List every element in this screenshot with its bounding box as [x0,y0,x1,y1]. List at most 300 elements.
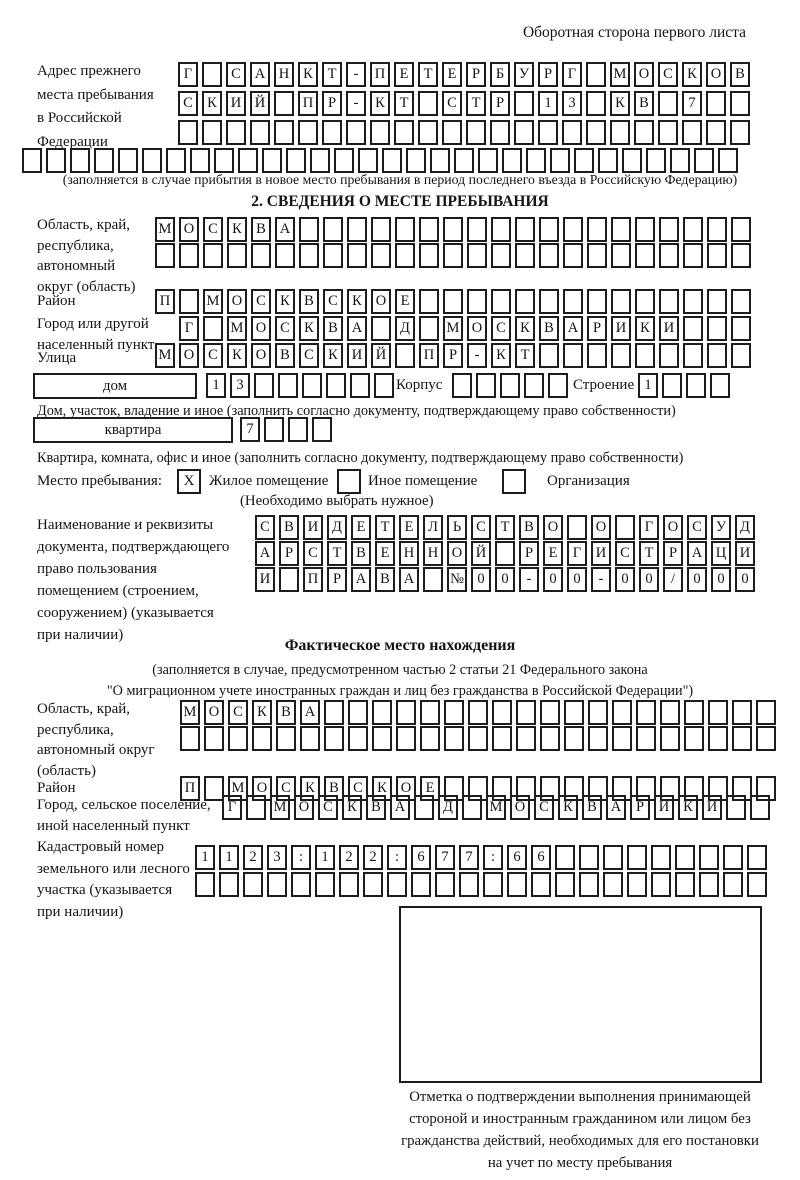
char-cell[interactable] [226,120,246,145]
char-cell[interactable] [686,373,706,398]
char-cell[interactable] [635,243,655,268]
char-cell[interactable] [675,845,695,870]
char-cell[interactable] [706,91,726,116]
char-cell[interactable] [731,343,751,368]
char-cell[interactable] [694,148,714,173]
char-cell[interactable]: М [270,795,290,820]
char-cell[interactable]: К [298,62,318,87]
char-cell[interactable]: К [610,91,630,116]
char-cell[interactable]: - [591,567,611,592]
char-cell[interactable]: Т [639,541,659,566]
char-cell[interactable] [723,872,743,897]
char-cell[interactable] [323,217,343,242]
char-cell[interactable]: Н [274,62,294,87]
char-cell[interactable]: О [252,776,272,801]
char-cell[interactable] [452,373,472,398]
char-cell[interactable] [372,726,392,751]
char-cell[interactable]: С [491,316,511,341]
char-cell[interactable] [310,148,330,173]
char-cell[interactable]: - [467,343,487,368]
char-cell[interactable] [563,243,583,268]
char-cell[interactable] [202,120,222,145]
char-cell[interactable] [707,243,727,268]
char-cell[interactable]: О [510,795,530,820]
char-cell[interactable] [219,872,239,897]
char-cell[interactable] [326,373,346,398]
char-cell[interactable]: 6 [507,845,527,870]
char-cell[interactable]: К [682,62,702,87]
char-cell[interactable] [718,148,738,173]
char-cell[interactable] [238,148,258,173]
char-cell[interactable]: О [706,62,726,87]
district-row[interactable] [155,289,751,314]
char-cell[interactable]: С [255,515,275,540]
char-cell[interactable] [524,373,544,398]
char-cell[interactable]: С [203,343,223,368]
char-cell[interactable] [540,726,560,751]
char-cell[interactable] [562,120,582,145]
char-cell[interactable]: Д [735,515,755,540]
char-cell[interactable] [636,700,656,725]
char-cell[interactable] [418,120,438,145]
char-cell[interactable] [443,289,463,314]
char-cell[interactable]: - [346,62,366,87]
char-cell[interactable]: : [483,845,503,870]
char-cell[interactable] [756,700,776,725]
char-cell[interactable]: Д [438,795,458,820]
char-cell[interactable]: О [179,343,199,368]
char-cell[interactable] [179,289,199,314]
char-cell[interactable] [346,120,366,145]
char-cell[interactable]: Е [394,62,414,87]
char-cell[interactable]: Т [322,62,342,87]
char-cell[interactable]: А [351,567,371,592]
char-cell[interactable]: С [687,515,707,540]
char-cell[interactable] [730,91,750,116]
char-cell[interactable] [747,872,767,897]
char-cell[interactable]: В [582,795,602,820]
char-cell[interactable] [334,148,354,173]
char-cell[interactable] [635,217,655,242]
char-cell[interactable] [539,289,559,314]
char-cell[interactable]: А [390,795,410,820]
char-cell[interactable]: 2 [339,845,359,870]
char-cell[interactable] [382,148,402,173]
char-cell[interactable] [228,726,248,751]
stay-type-residential-checkbox[interactable]: X [177,469,201,494]
char-cell[interactable]: Р [519,541,539,566]
char-cell[interactable]: П [180,776,200,801]
char-cell[interactable] [419,289,439,314]
char-cell[interactable] [300,726,320,751]
char-cell[interactable] [684,726,704,751]
char-cell[interactable] [684,700,704,725]
char-cell[interactable]: В [634,91,654,116]
char-cell[interactable]: С [348,776,368,801]
char-cell[interactable] [190,148,210,173]
char-cell[interactable] [492,726,512,751]
char-cell[interactable] [483,872,503,897]
char-cell[interactable] [372,700,392,725]
char-cell[interactable]: О [371,289,391,314]
char-cell[interactable]: К [323,343,343,368]
char-cell[interactable]: К [252,700,272,725]
char-cell[interactable]: В [730,62,750,87]
char-cell[interactable] [423,567,443,592]
char-cell[interactable] [491,243,511,268]
region-row-1[interactable] [155,217,751,242]
char-cell[interactable]: 1 [538,91,558,116]
char-cell[interactable] [414,795,434,820]
char-cell[interactable] [564,700,584,725]
char-cell[interactable]: / [663,567,683,592]
char-cell[interactable] [214,148,234,173]
char-cell[interactable] [515,243,535,268]
char-cell[interactable] [286,148,306,173]
char-cell[interactable] [339,872,359,897]
char-cell[interactable]: А [606,795,626,820]
char-cell[interactable] [299,243,319,268]
char-cell[interactable]: Р [630,795,650,820]
char-cell[interactable] [322,120,342,145]
char-cell[interactable] [636,726,656,751]
char-cell[interactable] [454,148,474,173]
char-cell[interactable]: И [226,91,246,116]
char-cell[interactable] [682,120,702,145]
char-cell[interactable]: У [514,62,534,87]
char-cell[interactable] [588,700,608,725]
char-cell[interactable]: И [702,795,722,820]
char-cell[interactable]: К [342,795,362,820]
char-cell[interactable] [567,515,587,540]
char-cell[interactable] [278,373,298,398]
char-cell[interactable] [555,845,575,870]
char-cell[interactable]: Л [423,515,443,540]
char-cell[interactable]: 0 [615,567,635,592]
char-cell[interactable] [46,148,66,173]
char-cell[interactable] [250,120,270,145]
char-cell[interactable]: В [519,515,539,540]
fact-city-row[interactable] [222,795,770,820]
char-cell[interactable]: О [447,541,467,566]
char-cell[interactable] [699,872,719,897]
char-cell[interactable] [411,872,431,897]
char-cell[interactable] [467,217,487,242]
char-cell[interactable]: 1 [195,845,215,870]
doc-title-row-2[interactable] [255,541,755,566]
char-cell[interactable] [526,148,546,173]
char-cell[interactable] [516,700,536,725]
char-cell[interactable]: 0 [687,567,707,592]
char-cell[interactable]: 1 [206,373,226,398]
char-cell[interactable] [707,217,727,242]
char-cell[interactable]: Р [490,91,510,116]
char-cell[interactable]: О [204,700,224,725]
char-cell[interactable] [312,417,332,442]
doc-title-row-3[interactable] [255,567,755,592]
char-cell[interactable]: А [250,62,270,87]
char-cell[interactable]: И [303,515,323,540]
char-cell[interactable]: 0 [543,567,563,592]
char-cell[interactable] [683,217,703,242]
char-cell[interactable]: А [255,541,275,566]
char-cell[interactable] [276,726,296,751]
char-cell[interactable] [396,726,416,751]
char-cell[interactable] [730,120,750,145]
char-cell[interactable]: И [591,541,611,566]
char-cell[interactable]: Г [222,795,242,820]
char-cell[interactable]: Р [538,62,558,87]
char-cell[interactable]: С [251,289,271,314]
char-cell[interactable] [291,872,311,897]
char-cell[interactable]: Ь [447,515,467,540]
char-cell[interactable] [586,120,606,145]
char-cell[interactable] [395,217,415,242]
char-cell[interactable]: Т [515,343,535,368]
char-cell[interactable] [515,217,535,242]
char-cell[interactable] [179,243,199,268]
char-cell[interactable] [627,845,647,870]
prev-address-row-1[interactable] [178,62,750,87]
char-cell[interactable]: В [351,541,371,566]
char-cell[interactable] [563,289,583,314]
char-cell[interactable] [347,217,367,242]
char-cell[interactable] [492,700,512,725]
char-cell[interactable] [732,726,752,751]
prev-address-row-2[interactable] [178,91,750,116]
cadastre-row-1[interactable] [195,845,767,870]
char-cell[interactable] [227,243,247,268]
char-cell[interactable]: С [299,343,319,368]
char-cell[interactable]: Й [371,343,391,368]
char-cell[interactable]: Й [250,91,270,116]
stay-type-organization-checkbox[interactable] [502,469,526,494]
char-cell[interactable]: А [300,700,320,725]
stroenie-row[interactable] [638,373,730,398]
char-cell[interactable] [324,726,344,751]
char-cell[interactable] [195,872,215,897]
char-cell[interactable] [374,373,394,398]
char-cell[interactable]: А [687,541,707,566]
char-cell[interactable] [531,872,551,897]
stay-type-other-premises-checkbox[interactable] [337,469,361,494]
char-cell[interactable] [243,872,263,897]
char-cell[interactable]: Е [375,541,395,566]
prev-address-row-4[interactable] [22,148,738,173]
char-cell[interactable]: С [178,91,198,116]
char-cell[interactable] [611,343,631,368]
char-cell[interactable] [538,120,558,145]
char-cell[interactable] [22,148,42,173]
char-cell[interactable]: Р [466,62,486,87]
char-cell[interactable]: К [275,289,295,314]
char-cell[interactable]: 3 [267,845,287,870]
char-cell[interactable]: М [227,316,247,341]
char-cell[interactable]: М [203,289,223,314]
char-cell[interactable]: И [255,567,275,592]
char-cell[interactable] [476,373,496,398]
char-cell[interactable] [298,120,318,145]
char-cell[interactable]: А [275,217,295,242]
char-cell[interactable]: К [515,316,535,341]
char-cell[interactable] [430,148,450,173]
char-cell[interactable] [731,217,751,242]
char-cell[interactable] [710,373,730,398]
char-cell[interactable] [622,148,642,173]
char-cell[interactable]: 2 [243,845,263,870]
char-cell[interactable] [204,726,224,751]
char-cell[interactable]: Р [279,541,299,566]
char-cell[interactable] [723,845,743,870]
city-row[interactable] [179,316,751,341]
char-cell[interactable]: Р [663,541,683,566]
doc-title-row-1[interactable] [255,515,755,540]
char-cell[interactable]: М [228,776,248,801]
char-cell[interactable] [418,91,438,116]
street-row[interactable] [155,343,751,368]
char-cell[interactable]: Н [399,541,419,566]
char-cell[interactable] [267,872,287,897]
char-cell[interactable] [203,316,223,341]
char-cell[interactable] [611,289,631,314]
char-cell[interactable] [394,120,414,145]
char-cell[interactable]: О [663,515,683,540]
char-cell[interactable] [579,845,599,870]
char-cell[interactable] [555,872,575,897]
char-cell[interactable]: А [399,567,419,592]
char-cell[interactable] [462,795,482,820]
char-cell[interactable]: Е [351,515,371,540]
char-cell[interactable]: О [543,515,563,540]
char-cell[interactable]: Т [418,62,438,87]
char-cell[interactable] [495,541,515,566]
char-cell[interactable] [70,148,90,173]
char-cell[interactable] [635,289,655,314]
char-cell[interactable]: О [591,515,611,540]
char-cell[interactable] [444,700,464,725]
char-cell[interactable]: Е [395,289,415,314]
char-cell[interactable]: 3 [230,373,250,398]
char-cell[interactable] [443,217,463,242]
char-cell[interactable] [315,872,335,897]
char-cell[interactable] [420,700,440,725]
char-cell[interactable]: О [251,343,271,368]
char-cell[interactable]: О [634,62,654,87]
char-cell[interactable]: - [519,567,539,592]
char-cell[interactable] [603,845,623,870]
char-cell[interactable] [539,243,559,268]
char-cell[interactable] [468,700,488,725]
char-cell[interactable]: О [179,217,199,242]
char-cell[interactable]: Г [562,62,582,87]
char-cell[interactable]: В [251,217,271,242]
char-cell[interactable] [659,343,679,368]
char-cell[interactable] [515,289,535,314]
char-cell[interactable] [396,700,416,725]
char-cell[interactable] [670,148,690,173]
char-cell[interactable]: Д [395,316,415,341]
char-cell[interactable] [118,148,138,173]
char-cell[interactable] [651,845,671,870]
char-cell[interactable] [370,120,390,145]
char-cell[interactable] [563,343,583,368]
char-cell[interactable] [251,243,271,268]
char-cell[interactable] [658,91,678,116]
char-cell[interactable] [627,872,647,897]
char-cell[interactable]: С [226,62,246,87]
char-cell[interactable]: С [203,217,223,242]
char-cell[interactable] [659,217,679,242]
char-cell[interactable] [348,700,368,725]
char-cell[interactable]: М [155,217,175,242]
char-cell[interactable]: В [276,700,296,725]
char-cell[interactable]: П [155,289,175,314]
char-cell[interactable]: Т [394,91,414,116]
char-cell[interactable] [348,726,368,751]
char-cell[interactable] [683,289,703,314]
char-cell[interactable]: И [347,343,367,368]
char-cell[interactable]: И [654,795,674,820]
char-cell[interactable] [347,243,367,268]
char-cell[interactable] [610,120,630,145]
char-cell[interactable]: П [370,62,390,87]
char-cell[interactable]: Р [587,316,607,341]
char-cell[interactable]: О [251,316,271,341]
char-cell[interactable]: К [678,795,698,820]
char-cell[interactable] [587,343,607,368]
char-cell[interactable]: 6 [411,845,431,870]
char-cell[interactable] [706,120,726,145]
char-cell[interactable]: К [227,217,247,242]
house-number-row[interactable] [206,373,394,398]
char-cell[interactable] [708,726,728,751]
char-cell[interactable] [202,62,222,87]
char-cell[interactable] [651,872,671,897]
char-cell[interactable] [615,515,635,540]
char-cell[interactable] [612,726,632,751]
char-cell[interactable] [279,567,299,592]
char-cell[interactable]: В [324,776,344,801]
char-cell[interactable]: К [300,776,320,801]
char-cell[interactable]: Т [375,515,395,540]
char-cell[interactable] [419,217,439,242]
char-cell[interactable] [756,726,776,751]
char-cell[interactable] [587,243,607,268]
char-cell[interactable] [350,373,370,398]
char-cell[interactable] [419,243,439,268]
char-cell[interactable] [707,289,727,314]
char-cell[interactable]: П [303,567,323,592]
char-cell[interactable] [662,373,682,398]
char-cell[interactable]: С [276,776,296,801]
char-cell[interactable] [550,148,570,173]
char-cell[interactable]: Ц [711,541,731,566]
char-cell[interactable] [603,872,623,897]
char-cell[interactable] [443,243,463,268]
char-cell[interactable] [274,120,294,145]
char-cell[interactable] [467,289,487,314]
char-cell[interactable] [254,373,274,398]
char-cell[interactable] [586,91,606,116]
char-cell[interactable]: 0 [711,567,731,592]
char-cell[interactable] [502,148,522,173]
char-cell[interactable]: К [635,316,655,341]
char-cell[interactable]: С [442,91,462,116]
char-cell[interactable]: Д [327,515,347,540]
char-cell[interactable] [675,872,695,897]
char-cell[interactable]: Т [495,515,515,540]
char-cell[interactable]: 7 [435,845,455,870]
